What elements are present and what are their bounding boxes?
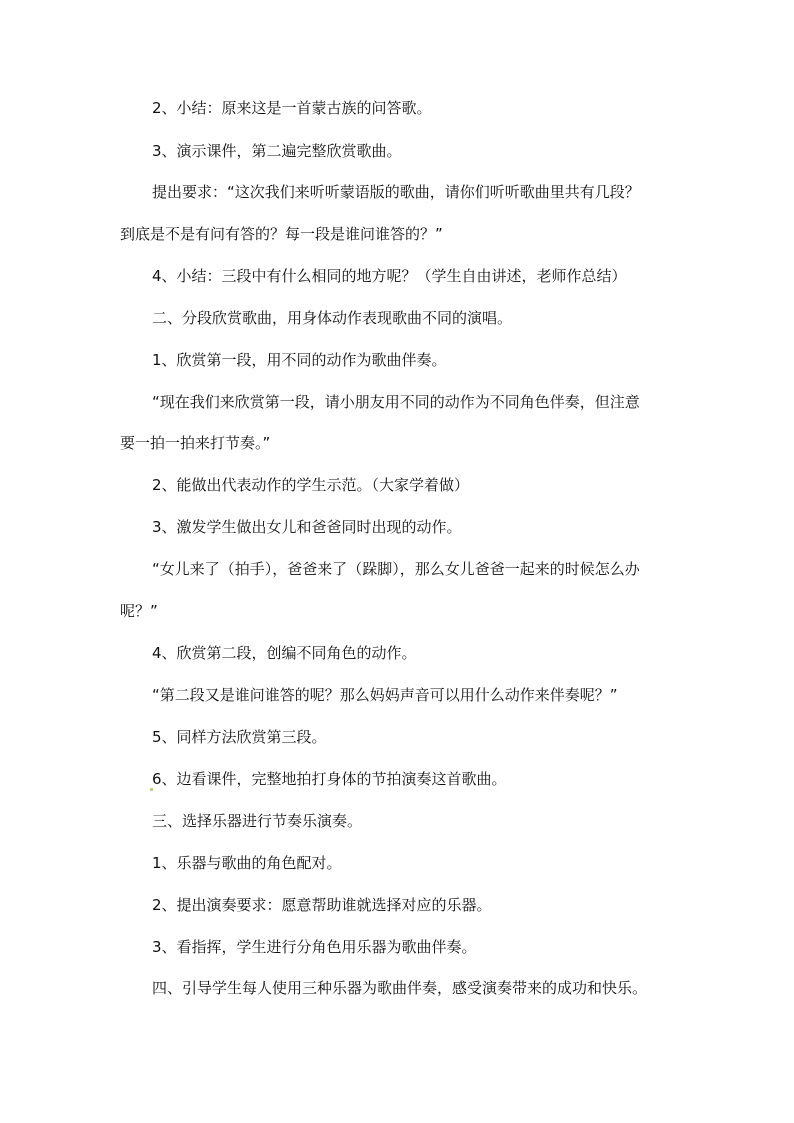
text-line: 1、欣赏第一段，用不同的动作为歌曲伴奏。 — [152, 351, 447, 369]
text-line: 2、提出演奏要求：愿意帮助谁就选择对应的乐器。 — [152, 896, 492, 914]
text-line: 2、能做出代表动作的学生示范。（大家学着做） — [152, 476, 470, 494]
text-line: 1、乐器与歌曲的角色配对。 — [152, 854, 342, 872]
text-line: “第二段又是谁问谁答的呢？那么妈妈声音可以用什么动作来伴奏呢？” — [152, 686, 618, 704]
text-line: 提出要求：“这次我们来听听蒙语版的歌曲，请你们听听歌曲里共有几段？ — [152, 183, 640, 201]
text-line: 2、小结：原来这是一首蒙古族的问答歌。 — [152, 99, 432, 117]
text-line: 呢？” — [120, 602, 158, 620]
text-line-content: 6、边看课件，完整地拍打身体的节拍演奏这首歌曲。 — [152, 770, 507, 788]
text-line: 要一拍一拍来打节奏。” — [120, 434, 271, 452]
text-line: 到底是不是有问有答的？每一段是谁问谁答的？” — [120, 225, 443, 243]
text-line: 5、同样方法欣赏第三段。 — [152, 728, 327, 746]
section-heading: 二、分段欣赏歌曲，用身体动作表现歌曲不同的演唱。 — [152, 309, 513, 327]
text-line: 4、小结：三段中有什么相同的地方呢？（学生自由讲述，老师作总结） — [152, 267, 627, 285]
text-line: “现在我们来欣赏第一段，请小朋友用不同的动作为不同角色伴奏，但注意 — [152, 393, 640, 411]
text-line: “女儿来了（拍手），爸爸来了（跺脚），那么女儿爸爸一起来的时候怎么办 — [152, 560, 640, 578]
section-heading: 三、选择乐器进行节奏乐演奏。 — [152, 812, 363, 830]
text-line: 4、欣赏第二段，创编不同角色的动作。 — [152, 644, 417, 662]
section-heading: 四、引导学生每人使用三种乐器为歌曲伴奏，感受演奏带来的成功和快乐。 — [152, 979, 648, 997]
text-line: 3、激发学生做出女儿和爸爸同时出现的动作。 — [152, 518, 462, 536]
text-line — [152, 769, 712, 789]
text-line: 3、看指挥，学生进行分角色用乐器为歌曲伴奏。 — [152, 938, 477, 956]
text-line: 3、演示课件，第二遍完整欣赏歌曲。 — [152, 142, 402, 160]
